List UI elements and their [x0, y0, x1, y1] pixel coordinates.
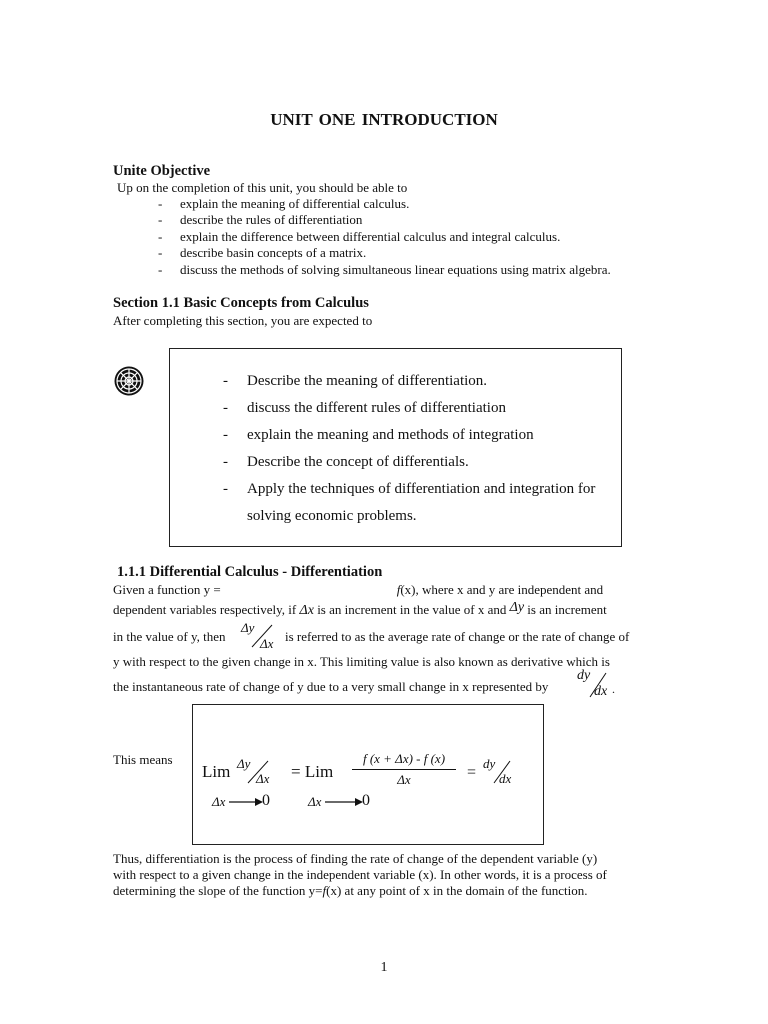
denominator: Δx [397, 772, 411, 787]
objective-intro: Up on the completion of this unit, you should be able to [117, 180, 408, 195]
conclusion-line-2: with respect to a given change in the independent variable (x). In other words, it is a process of [113, 867, 607, 882]
paragraph-line-1: Given a function y = f(x), where x and y are independent and [113, 582, 604, 597]
equals-sign: = [467, 764, 477, 781]
limit-condition-left: Δx 0 [212, 792, 270, 809]
compass-rose-icon [113, 365, 145, 402]
page-number: 1 [380, 960, 388, 975]
subsection-heading: 1.1.1 Differential Calculus - Differentiation [117, 564, 383, 580]
list-item: solving economic problems. [247, 508, 417, 524]
difference-quotient [352, 751, 456, 788]
list-item: - explain the meaning of differential calculus. [158, 196, 410, 211]
page-title: UNIT ONE INTRODUCTION [270, 110, 498, 129]
list-item: - Describe the concept of differentials. [223, 454, 469, 470]
lim-right: = Lim [291, 762, 334, 781]
conclusion-line-1: Thus, differentiation is the process of finding the rate of change of the dependent variable (y) [113, 851, 598, 866]
paragraph-line-4: y with respect to the given change in x. This limiting value is also known as derivative which is [113, 654, 610, 669]
limit-condition-right: Δx 0 [308, 792, 370, 809]
list-item: - Apply the techniques of differentiation and integration for [223, 481, 596, 497]
dy-dx-fraction: dy dx [483, 756, 512, 786]
section-heading: Section 1.1 Basic Concepts from Calculus [113, 295, 369, 311]
section-intro: After completing this section, you are expected to [113, 313, 373, 328]
conclusion-line-3: determining the slope of the function y=f(x) at any point of x in the domain of the function. [113, 883, 588, 898]
objective-list [158, 196, 611, 278]
lim-left: Lim [202, 762, 231, 781]
paragraph-line-3a: in the value of y, then [113, 629, 226, 644]
list-item: - discuss the different rules of differentiation [223, 400, 506, 416]
section-objectives-list [223, 368, 595, 530]
paragraph-line-3b: is referred to as the average rate of change or the rate of change of [285, 629, 630, 644]
average-rate-fraction: Δy Δx [241, 620, 274, 651]
list-item: - Describe the meaning of differentiation. [223, 373, 488, 389]
list-item: - explain the difference between differential calculus and integral calculus. [158, 228, 561, 244]
list-item: - discuss the methods of solving simultaneous linear equations using matrix algebra. [158, 261, 611, 277]
list-item: - explain the meaning and methods of integration [223, 427, 534, 443]
this-means-label: This means [113, 752, 173, 767]
arrow-right-icon [325, 796, 363, 808]
arrow-right-icon [229, 796, 263, 808]
paragraph-line-5: the instantaneous rate of change of y due to a very small change in x represented by [113, 679, 549, 694]
list-item: - describe the rules of differentiation [158, 212, 363, 228]
derivative-fraction: dy dx . [577, 668, 615, 699]
objective-heading: Unite Objective [113, 163, 211, 179]
numerator: f (x + Δx) - f (x) [352, 751, 456, 770]
list-item: - describe basin concepts of a matrix. [158, 245, 367, 261]
lim-fraction: Δy Δx [237, 756, 270, 786]
paragraph-line-2: dependent variables respectively, if Δx is an increment in the value of x and Δy is an increment [113, 600, 607, 618]
